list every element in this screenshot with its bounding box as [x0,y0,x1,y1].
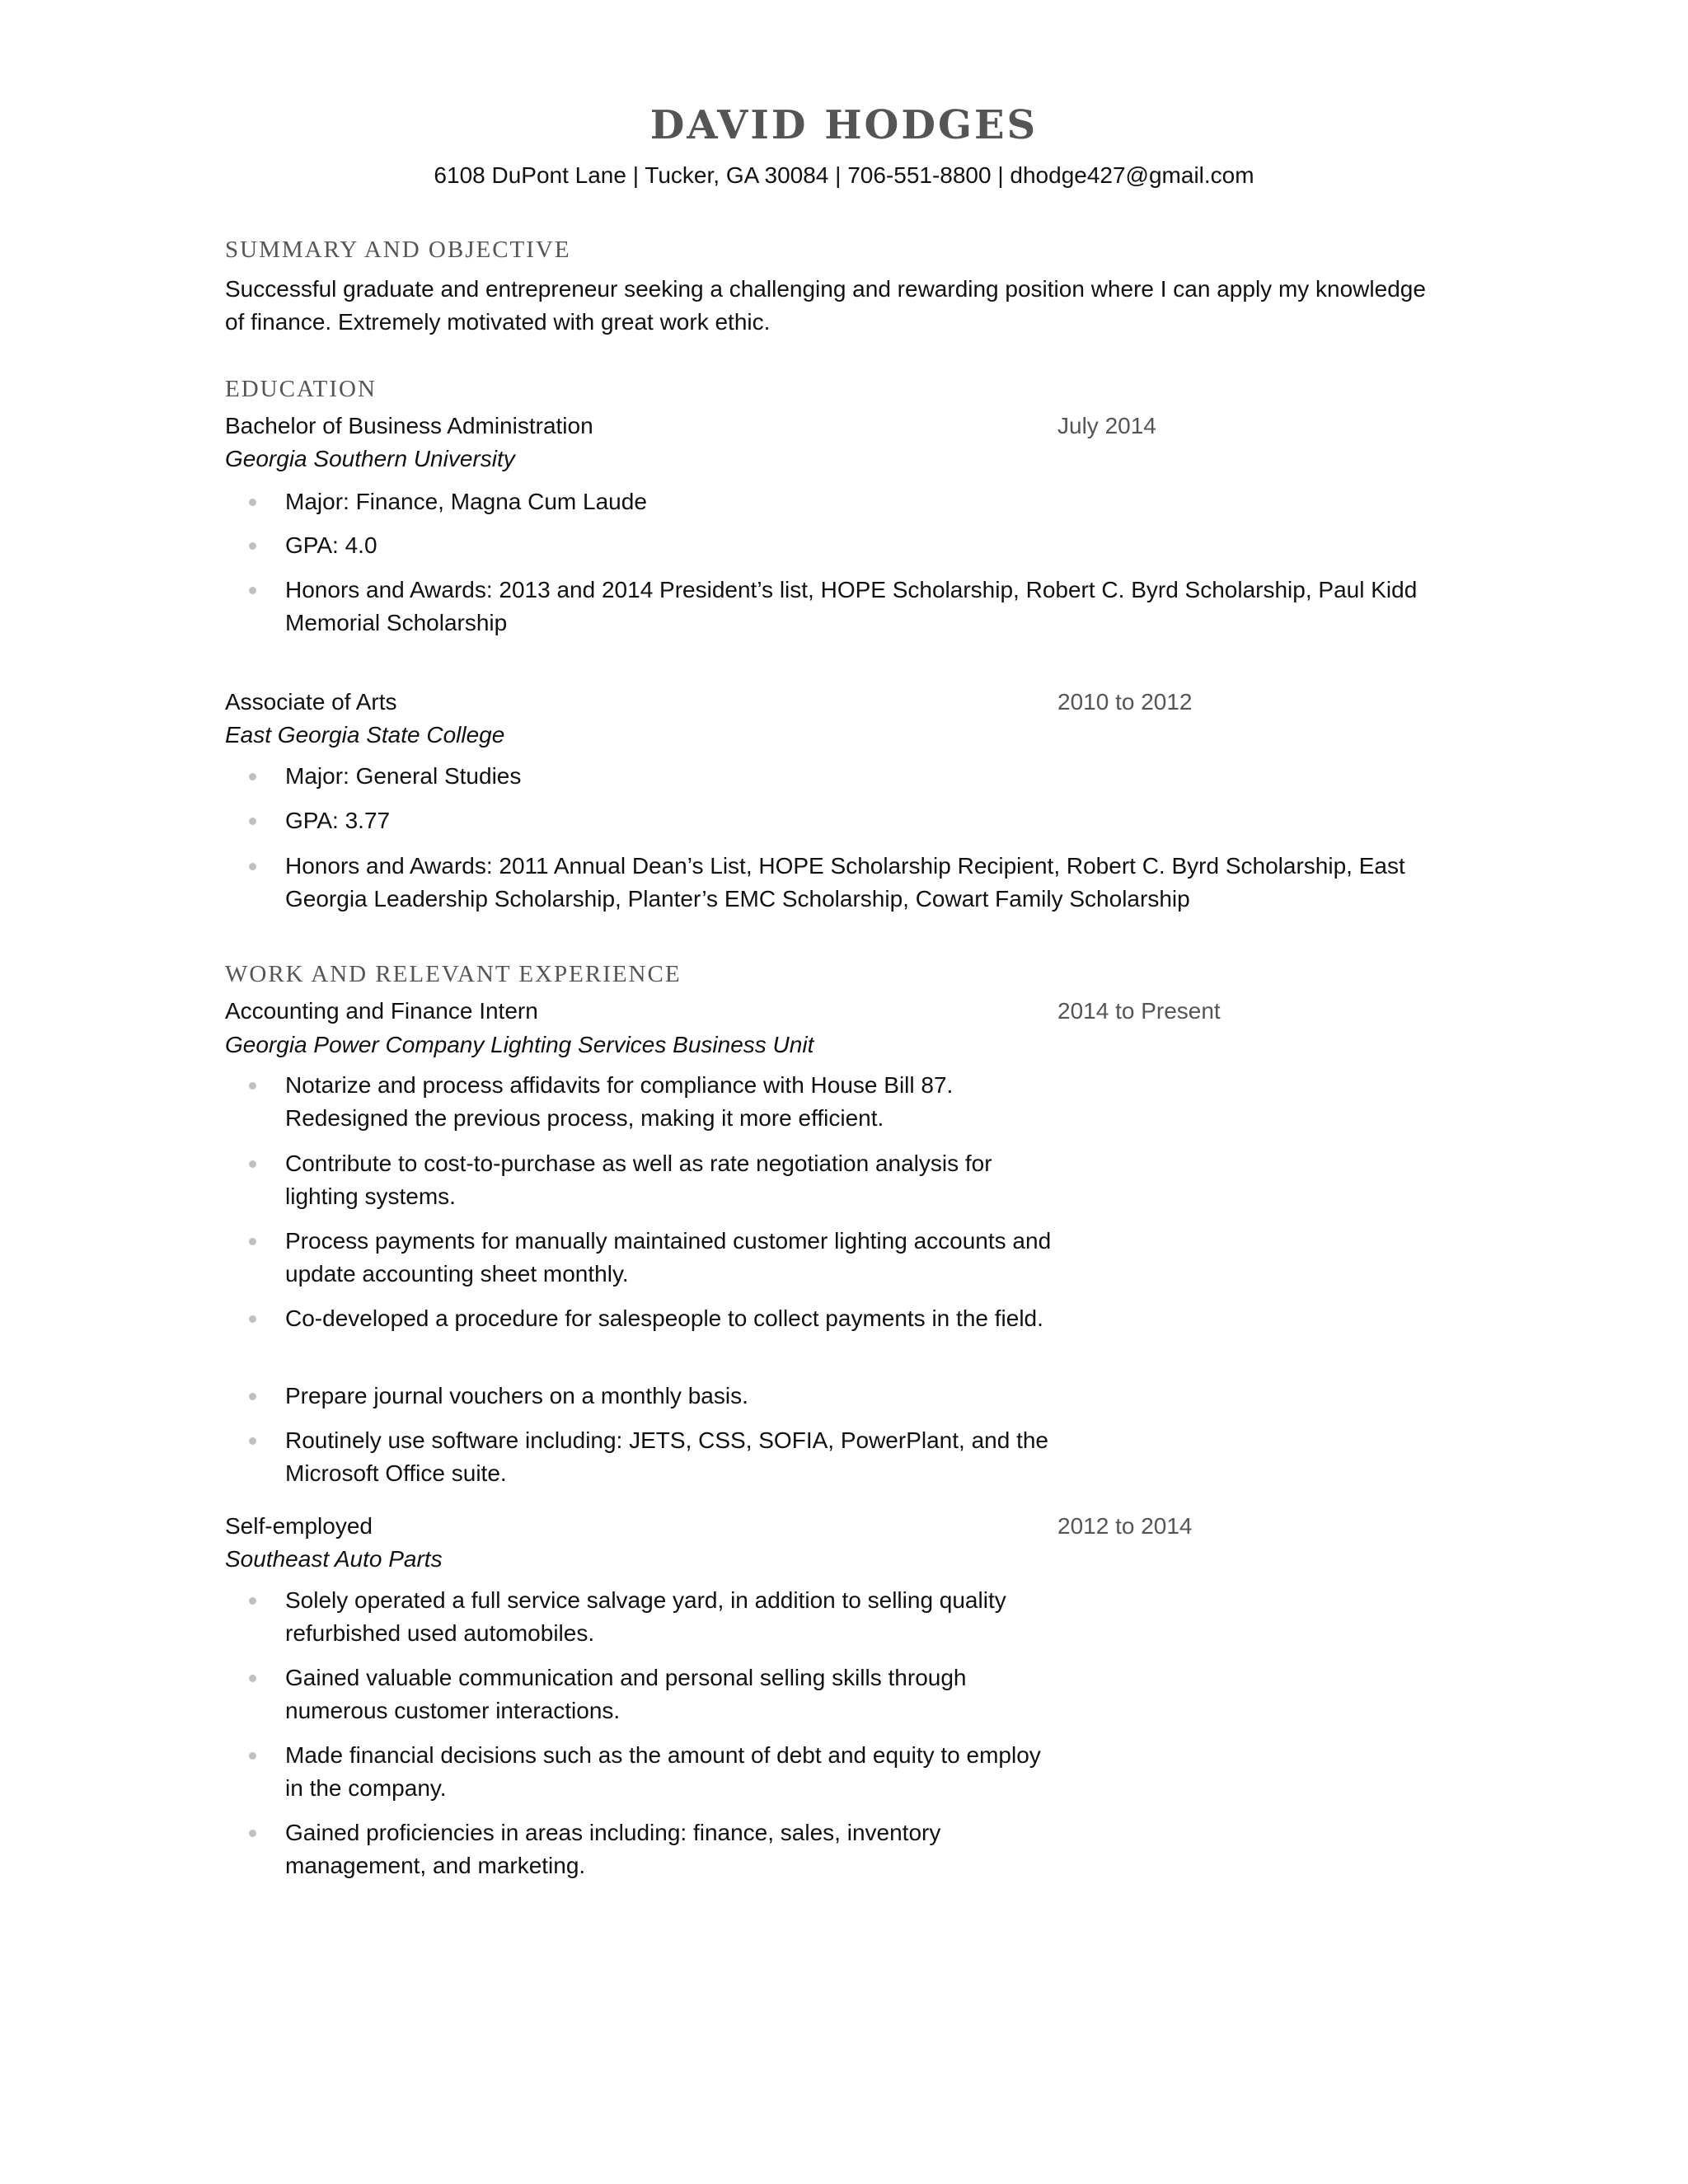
bullet-icon [249,542,256,550]
list-item-text: Contribute to cost-to-purchase as well as rate negotiation analysis for lighting systems. [285,1151,992,1209]
bullet-icon [249,587,256,594]
list-item-text: Co-developed a procedure for salespeople to collect payments in the field. [285,1305,1043,1331]
bullet-icon [249,773,256,780]
list-item-text: GPA: 4.0 [285,532,377,558]
bullet-icon [249,1597,256,1605]
list-item-text: Major: Finance, Magna Cum Laude [285,489,647,514]
job-title: Self-employed [225,1513,373,1539]
education-date: 2010 to 2012 [1057,689,1193,715]
summary-text: Successful graduate and entrepreneur seeking a challenging and rewarding position where I can apply my knowledge of finance. Extremely motivated with great work ethic. [225,276,1426,335]
list-item-text: Gained proficiencies in areas including: finance, sales, inventory management, and marketing. [285,1820,941,1878]
bullet-icon [249,1160,256,1168]
bullet-icon [249,1238,256,1245]
candidate-name: DAVID HODGES [649,102,1039,148]
list-item-text: Prepare journal vouchers on a monthly basis. [285,1383,748,1408]
bullet-icon [249,1437,256,1445]
education-school: Georgia Southern University [225,446,515,471]
list-item-text: Made financial decisions such as the amount of debt and equity to employ in the company. [285,1742,1041,1801]
education-heading: EDUCATION [225,376,377,402]
experience-heading: WORK AND RELEVANT EXPERIENCE [225,961,682,987]
bullet-icon [249,1082,256,1090]
list-item-text: Major: General Studies [285,763,522,789]
bullet-icon [249,1752,256,1760]
bullet-icon [249,1675,256,1682]
job-company: Georgia Power Company Lighting Services Business Unit [225,1032,814,1057]
list-item-text: Process payments for manually maintained customer lighting accounts and update accounting sheet monthly. [285,1228,1052,1286]
list-item-text: GPA: 3.77 [285,808,391,833]
job-company: Southeast Auto Parts [225,1546,443,1572]
bullet-icon [249,863,256,870]
education-degree: Associate of Arts [225,689,397,715]
bullet-icon [249,818,256,825]
contact-line: 6108 DuPont Lane | Tucker, GA 30084 | 706-551-8800 | dhodge427@gmail.com [434,162,1254,188]
list-item-text: Routinely use software including: JETS, CSS, SOFIA, PowerPlant, and the Microsoft Office suite. [285,1427,1048,1486]
list-item-text: Honors and Awards: 2013 and 2014 President’s list, HOPE Scholarship, Robert C. Byrd Scholarship, Paul Kidd Memorial Scholarship [285,577,1418,635]
bullet-icon [249,1830,256,1837]
education-date: July 2014 [1057,413,1156,438]
job-date: 2012 to 2014 [1057,1513,1193,1539]
list-item-text: Solely operated a full service salvage yard, in addition to selling quality refurbished used automobiles. [285,1587,1006,1646]
bullet-icon [249,499,256,506]
education-school: East Georgia State College [225,722,505,748]
bullet-icon [249,1393,256,1400]
list-item-text: Gained valuable communication and personal selling skills through numerous customer interactions. [285,1665,967,1723]
bullet-icon [249,1315,256,1323]
list-item-text: Notarize and process affidavits for compliance with House Bill 87. Redesigned the previous process, making it more efficient. [285,1072,954,1131]
job-title: Accounting and Finance Intern [225,998,538,1024]
summary-heading: SUMMARY AND OBJECTIVE [225,237,571,263]
education-degree: Bachelor of Business Administration [225,413,593,438]
list-item-text: Honors and Awards: 2011 Annual Dean’s List, HOPE Scholarship Recipient, Robert C. Byrd Scholarship, East Georgia Leadership Scholarship, Planter’s EMC Scholarship, Cowart Family Scholarship [285,853,1405,912]
job-date: 2014 to Present [1057,998,1221,1024]
